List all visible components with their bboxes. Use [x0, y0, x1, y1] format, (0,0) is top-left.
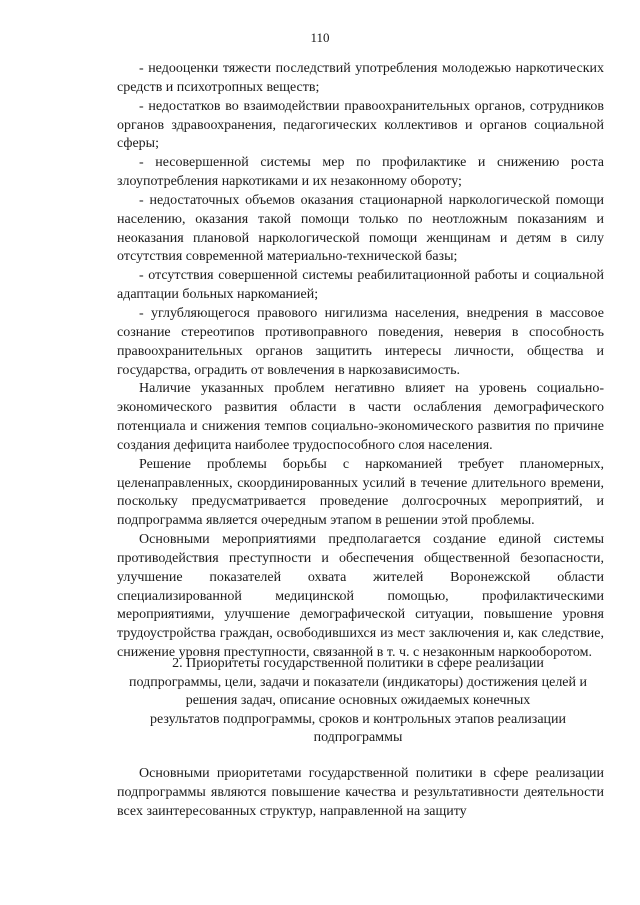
heading-line: результатов подпрограммы, сроков и контрольных этапов реализации [149, 711, 567, 727]
bullet-item: - углубляющегося правового нигилизма населения, внедрения в массовое сознание стереотипов противоправного поведения, неверия в способность правоохранительных органов защитить интересы личности, общества и государства, оградить от вовлечения в наркозависимость. [117, 305, 604, 378]
page-number: 110 [310, 30, 330, 45]
body-text [117, 60, 604, 663]
heading-line: подпрограммы, цели, задачи и показатели (индикаторы) достижения целей и [128, 674, 588, 690]
heading-line: подпрограммы [313, 730, 403, 746]
paragraph: Наличие указанных проблем негативно влияет на уровень социально-экономического развития области в части ослабления демографического потенциала и снижения темпов социально-экономического развития по причине создания дефицита наиболее трудоспособного слоя населения. [117, 381, 604, 453]
section-heading [112, 655, 604, 748]
paragraph: Решение проблемы борьбы с наркоманией требует планомерных, целенаправленных, скоординированных усилий в течение длительного времени, поскольку предусматривается проведение долгосрочных мероприятий, и подпрограмма является очередным этапом в решении этой проблемы. [117, 456, 604, 529]
paragraph: Основными приоритетами государственной политики в сфере реализации подпрограммы являются повышение качества и результативности деятельности всех заинтересованных структур, направленной на защиту [117, 766, 604, 819]
bullet-item: - недостатков во взаимодействии правоохранительных органов, сотрудников органов здравоохранения, педагогических коллективов и органов социальной сферы; [117, 98, 604, 152]
heading-line: решения задач, описание основных ожидаемых конечных [185, 693, 531, 709]
closing-text [117, 765, 604, 822]
bullet-item: - отсутствия совершенной системы реабилитационной работы и социальной адаптации больных наркоманией; [117, 268, 604, 303]
bullet-item: - недооценки тяжести последствий употребления молодежью наркотических средств и психотропных веществ; [117, 61, 604, 95]
paragraph: Основными мероприятиями предполагается создание единой системы противодействия преступности и обеспечения общественной безопасности, улучшение показателей охвата жителей Воронежской области специализированной медицинской помощью, профилактическими мероприятиями, улучшение демографической ситуации, повышение уровня трудоустройства граждан, освободившихся из мест заключения и, как следствие, снижение уровня преступности, связанной в т. ч. с незаконным наркооборотом. [117, 532, 604, 661]
heading-line: 2. Приоритеты государственной политики в сфере реализации [172, 656, 544, 671]
bullet-item: - несовершенной системы мер по профилактике и снижению роста злоупотребления наркотиками и их незаконному обороту; [117, 155, 604, 190]
bullet-item: - недостаточных объемов оказания стационарной наркологической помощи населению, оказания такой помощи только по неотложным показаниям и неоказания плановой наркологической помощи женщинам и детям в силу отсутствия современной материально-технической базы; [117, 192, 604, 265]
